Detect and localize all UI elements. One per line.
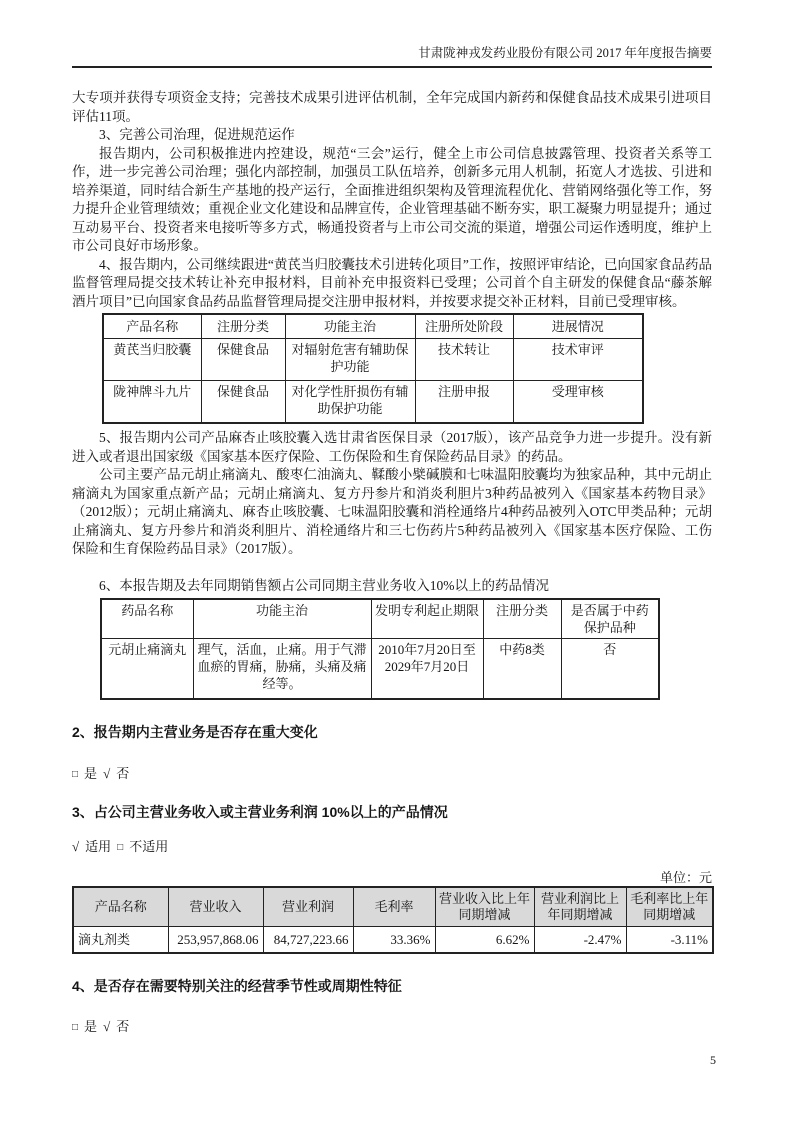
header-cell: 营业收入 [168, 887, 263, 927]
option-yes-label: 是 [84, 766, 98, 781]
option-na-label: 不适用 [129, 839, 169, 854]
table-cell: 253,957,868.06 [168, 927, 263, 954]
table-cell: 保健食品 [201, 381, 285, 424]
table-cell: 保健食品 [201, 339, 285, 381]
header-rule [72, 66, 712, 68]
table-cell: 33.36% [353, 927, 435, 954]
checkbox-unchecked-icon: □ [117, 842, 124, 853]
header-cell: 进展情况 [513, 314, 643, 339]
header-cell: 营业利润比上年同期增减 [534, 887, 626, 927]
table-header-row [73, 887, 713, 927]
checkbox-unchecked-icon: □ [72, 769, 79, 780]
header-cell: 是否属于中药保护品种 [561, 599, 659, 639]
table-cell: 84,727,223.66 [263, 927, 353, 954]
table-cell: 2010年7月20日至2029年7月20日 [371, 639, 483, 700]
header-cell: 注册分类 [201, 314, 285, 339]
table-header-row [101, 599, 659, 639]
table-cell: 受理审核 [513, 381, 643, 424]
table-cell: 对化学性肝损伤有辅助保护功能 [285, 381, 415, 424]
doc-title: 甘肃陇神戎发药业股份有限公司 2017 年年度报告摘要 [418, 46, 712, 60]
option-applicable-label: 适用 [85, 839, 112, 854]
table-cell: 理气，活血，止痛。用于气滞血瘀的胃痛，胁痛，头痛及痛经等。 [193, 639, 371, 700]
table-cell: 中药8类 [483, 639, 561, 700]
page-number: 5 [710, 1053, 716, 1067]
header-cell: 营业收入比上年同期增减 [435, 887, 534, 927]
section4-answer [72, 1018, 712, 1037]
header-cell: 毛利率 [353, 887, 435, 927]
section3-answer [72, 838, 712, 857]
header-cell: 营业利润 [263, 887, 353, 927]
header-cell: 药品名称 [101, 599, 193, 639]
option-yes-label: 是 [84, 1019, 98, 1034]
table-cell: 对辐射危害有辅助保护功能 [285, 339, 415, 381]
table-cell: 黄芪当归胶囊 [103, 339, 201, 381]
item3-title: 3、完善公司治理，促进规范运作 [99, 127, 295, 142]
table-cell: 元胡止痛滴丸 [101, 639, 193, 700]
drug-table [100, 598, 660, 700]
table-cell: 技术审评 [513, 339, 643, 381]
option-no-label: 否 [116, 1019, 130, 1034]
item5-paragraph-1: 5、报告期内公司产品麻杏止咳胶囊入选甘肃省医保目录（2017版），该产品竞争力进一步提升。没有新进入或者退出国家级《国家基本医疗保险、工伤保险和生育保险药品目录》的药品。 [72, 430, 712, 464]
table-header-row [103, 314, 643, 339]
table-cell: 否 [561, 639, 659, 700]
unit-label: 单位：元 [659, 870, 712, 885]
table-row [103, 339, 643, 381]
header-cell: 注册分类 [483, 599, 561, 639]
header-cell: 产品名称 [73, 887, 168, 927]
table-cell: -2.47% [534, 927, 626, 954]
checkmark-icon: √ [72, 839, 80, 854]
checkmark-icon: √ [103, 766, 111, 781]
revenue-table [72, 886, 714, 954]
checkmark-icon: √ [103, 1019, 111, 1034]
table-cell: 技术转让 [415, 339, 513, 381]
table-cell: -3.11% [626, 927, 713, 954]
checkbox-unchecked-icon: □ [72, 1022, 79, 1033]
header-cell: 产品名称 [103, 314, 201, 339]
section2-heading: 2、报告期内主营业务是否存在重大变化 [72, 724, 318, 740]
header-cell: 注册所处阶段 [415, 314, 513, 339]
continuation-paragraph: 大专项并获得专项资金支持；完善技术成果引进评估机制，全年完成国内新药和保健食品技术成果引进项目评估11项。 [72, 90, 712, 124]
table-row [101, 639, 659, 700]
item4-paragraph: 4、报告期内，公司继续跟进“黄芪当归胶囊技术引进转化项目”工作，按照评审结论，已向国家食品药品监督管理局提交技术转让补充申报材料，目前补充申报资料已受理；公司首个自主研发的保健食品“藤茶解酒片项目”已向国家食品药品监督管理局提交注册申报材料，并按要求提交补正材料，目前已受理审核。 [72, 256, 712, 309]
header-cell: 毛利率比上年同期增减 [626, 887, 713, 927]
product-status-table [102, 313, 644, 424]
item6-title: 6、本报告期及去年同期销售额占公司同期主营业务收入10%以上的药品情况 [99, 577, 549, 593]
section2-answer [72, 765, 712, 784]
table-cell: 滴丸剂类 [73, 927, 168, 954]
doc-header [72, 45, 712, 61]
header-cell: 发明专利起止期限 [371, 599, 483, 639]
header-cell: 功能主治 [285, 314, 415, 339]
header-cell: 功能主治 [193, 599, 371, 639]
table-row [103, 381, 643, 424]
section3-heading: 3、占公司主营业务收入或主营业务利润 10%以上的产品情况 [72, 804, 448, 820]
table-row [73, 927, 713, 954]
item5-paragraph-2: 公司主要产品元胡止痛滴丸、酸枣仁油滴丸、鞣酸小檗碱膜和七味温阳胶囊均为独家品种，其中元胡止痛滴丸为国家重点新产品；元胡止痛滴丸、复方丹参片和消炎利胆片3种药品被列入《国家基本药物目录》（2012版）；元胡止痛滴丸、麻杏止咳胶囊、七味温阳胶囊和消栓通络片4种药品被列入OTC甲类品种；元胡止痛滴丸、复方丹参片和消炎利胆片、消栓通络片和三七伤药片5种药品被列入《国家基本医疗保险、工伤保险和生育保险药品目录》（2017版）。 [72, 467, 712, 556]
table-cell: 6.62% [435, 927, 534, 954]
option-no-label: 否 [116, 766, 130, 781]
table-cell: 注册申报 [415, 381, 513, 424]
section4-heading: 4、是否存在需要特别关注的经营季节性或周期性特征 [72, 978, 402, 994]
item3-paragraph: 报告期内，公司积极推进内控建设，规范“三会”运行，健全上市公司信息披露管理、投资者关系等工作，进一步完善公司治理；强化内部控制，加强员工队伍培养，创新多元用人机制，拓宽人才选拔、引进和培养渠道，同时结合新生产基地的投产运行，全面推进组织架构及管理流程优化、营销网络强化等工作，努力提升企业管理绩效；重视企业文化建设和品牌宣传，企业管理基础不断夯实，职工凝聚力明显提升；通过互动易平台、投资者来电接听等多方式，畅通投资者与上市公司交流的渠道，增强公司运作透明度，维护上市公司良好市场形象。 [72, 145, 712, 253]
table-cell: 陇神牌斗九片 [103, 381, 201, 424]
